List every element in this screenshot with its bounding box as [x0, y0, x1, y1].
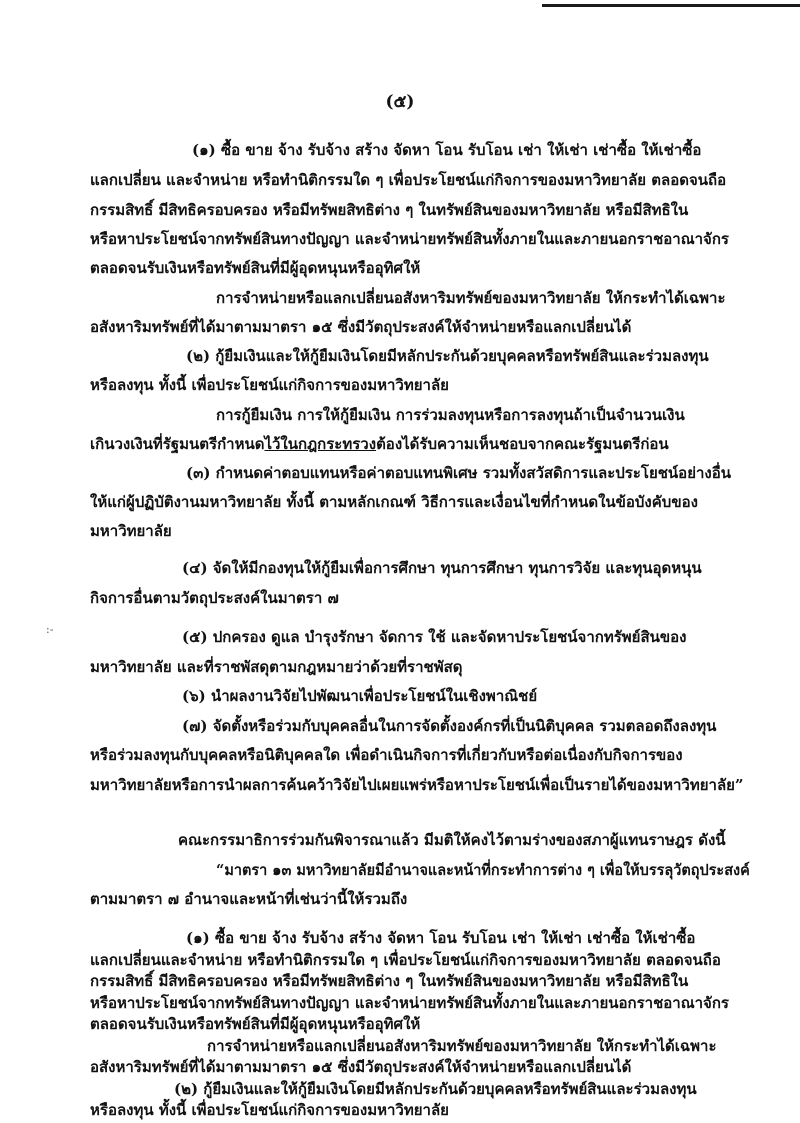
paragraph-line: ตามมาตรา ๗ อำนาจและหน้าที่เช่นว่านี้ให้รวมถึง: [90, 890, 408, 908]
paragraph-line: อสังหาริมทรัพย์ที่ได้มาตามมาตรา ๑๕ ซึ่งมีวัตถุประสงค์ให้จำหน่ายหรือแลกเปลี่ยนได้: [90, 1058, 632, 1076]
paragraph-line: (๔) จัดให้มีกองทุนให้กู้ยืมเพื่อการศึกษา ทุนการศึกษา ทุนการวิจัย และทุนอุดหนุน: [182, 559, 702, 577]
paragraph-line: “มาตรา ๑๓ มหาวิทยาลัยมีอำนาจและหน้าที่กระทำการต่าง ๆ เพื่อให้บรรลุวัตถุประสงค์: [216, 861, 750, 879]
paragraph-line: ตลอดจนรับเงินหรือทรัพย์สินที่มีผู้อุดหนุนหรืออุทิศให้: [90, 259, 421, 277]
paragraph-line: มหาวิทยาลัยหรือการนำผลการค้นคว้าวิจัยไปเผยแพร่หรือหาประโยชน์เพื่อเป็นรายได้ของมหาวิทยาลัย”: [90, 776, 744, 794]
paragraph-line: ตลอดจนรับเงินหรือทรัพย์สินที่มีผู้อุดหนุนหรืออุทิศให้: [90, 1015, 421, 1033]
paragraph-line: (๓) กำหนดค่าตอบแทนหรือค่าตอบแทนพิเศษ รวมทั้งสวัสดิการและประโยชน์อย่างอื่น: [186, 464, 731, 482]
paragraph-line: [90, 434, 669, 454]
paragraph-line: การจำหน่ายหรือแลกเปลี่ยนอสังหาริมทรัพย์ของมหาวิทยาลัย ให้กระทำได้เฉพาะ: [207, 1037, 717, 1055]
paragraph-line: กิจการอื่นตามวัตถุประสงค์ในมาตรา ๗: [90, 589, 339, 607]
paragraph-line: การกู้ยืมเงิน การให้กู้ยืมเงิน การร่วมลงทุนหรือการลงทุนถ้าเป็นจำนวนเงิน: [216, 406, 685, 424]
paragraph-line: (๒) กู้ยืมเงินและให้กู้ยืมเงินโดยมีหลักประกันด้วยบุคคลหรือทรัพย์สินและร่วมลงทุน: [186, 347, 709, 365]
top-rule: [542, 4, 800, 7]
paragraph-line: (๕) ปกครอง ดูแล บำรุงรักษา จัดการ ใช้ และจัดหาประโยชน์จากทรัพย์สินของ: [182, 628, 687, 646]
paragraph-line: แลกเปลี่ยน และจำหน่าย หรือทำนิติกรรมใด ๆ เพื่อประโยชน์แก่กิจการของมหาวิทยาลัย ตลอดจนถือ: [90, 171, 727, 189]
paragraph-line: แลกเปลี่ยนและจำหน่าย หรือทำนิติกรรมใด ๆ เพื่อประโยชน์แก่กิจการของมหาวิทยาลัย ตลอดจนถือ: [90, 951, 721, 969]
paragraph-line: กรรมสิทธิ์ มีสิทธิครอบครอง หรือมีทรัพยสิทธิต่าง ๆ ในทรัพย์สินของมหาวิทยาลัย หรือมีสิทธิใน: [90, 972, 689, 990]
paragraph-line: (๑) ซื้อ ขาย จ้าง รับจ้าง สร้าง จัดหา โอน รับโอน เช่า ให้เช่า เช่าซื้อ ให้เช่าซื้อ: [186, 929, 696, 947]
paragraph-line: กรรมสิทธิ์ มีสิทธิครอบครอง หรือมีทรัพยสิทธิต่าง ๆ ในทรัพย์สินของมหาวิทยาลัย หรือมีสิทธิใน: [90, 201, 689, 219]
paragraph-line: หรือลงทุน ทั้งนี้ เพื่อประโยชน์แก่กิจการของมหาวิทยาลัย: [90, 1101, 449, 1119]
paragraph-line: (๑) ซื้อ ขาย จ้าง รับจ้าง สร้าง จัดหา โอน รับโอน เช่า ให้เช่า เช่าซื้อ ให้เช่าซื้อ: [192, 141, 702, 159]
paragraph-line: หรือหาประโยชน์จากทรัพย์สินทางปัญญา และจำหน่ายทรัพย์สินทั้งภายในและภายนอกราชอาณาจักร: [90, 230, 729, 248]
paragraph-line: มหาวิทยาลัย: [90, 522, 172, 540]
paragraph-line: หรือลงทุน ทั้งนี้ เพื่อประโยชน์แก่กิจการของมหาวิทยาลัย: [90, 376, 449, 394]
paragraph-line: อสังหาริมทรัพย์ที่ได้มาตามมาตรา ๑๕ ซึ่งมีวัตถุประสงค์ให้จำหน่ายหรือแลกเปลี่ยนได้: [90, 318, 632, 336]
page-number: (๕): [385, 92, 415, 112]
paragraph-line: มหาวิทยาลัย และที่ราชพัสดุตามกฎหมายว่าด้วยที่ราชพัสดุ: [90, 658, 463, 676]
paragraph-line: (๗) จัดตั้งหรือร่วมกับบุคคลอื่นในการจัดตั้งองค์กรที่เป็นนิติบุคคล รวมตลอดถึงลงทุน: [182, 717, 717, 735]
paragraph-line: (๒) กู้ยืมเงินและให้กู้ยืมเงินโดยมีหลักประกันด้วยบุคคลหรือทรัพย์สินและร่วมลงทุน: [174, 1080, 697, 1098]
paragraph-line: หรือร่วมลงทุนกับบุคคลหรือนิติบุคคลใด เพื่อดำเนินกิจการที่เกี่ยวกับหรือต่อเนื่องกับกิจการของ: [90, 746, 683, 764]
margin-mark: :-: [46, 623, 54, 636]
line-text-before: เกินวงเงินที่รัฐมนตรีกำหนด: [90, 435, 265, 453]
paragraph-line: (๖) นำผลงานวิจัยไปพัฒนาเพื่อประโยชน์ในเชิงพาณิชย์: [182, 687, 538, 705]
paragraph-line: หรือหาประโยชน์จากทรัพย์สินทางปัญญา และจำหน่ายทรัพย์สินทั้งภายในและภายนอกราชอาณาจักร: [90, 994, 729, 1012]
underlined-phrase: ไว้ในกฎกระทรวง: [264, 435, 377, 453]
paragraph-line: คณะกรรมาธิการร่วมกันพิจารณาแล้ว มีมติให้คงไว้ตามร่างของสภาผู้แทนราษฎร ดังนี้: [178, 831, 726, 849]
paragraph-line: ให้แก่ผู้ปฏิบัติงานมหาวิทยาลัย ทั้งนี้ ตามหลักเกณฑ์ วิธีการและเงื่อนไขที่กำหนดในข้อบังคับของ: [90, 493, 698, 511]
paragraph-line: การจำหน่ายหรือแลกเปลี่ยนอสังหาริมทรัพย์ของมหาวิทยาลัย ให้กระทำได้เฉพาะ: [216, 289, 726, 307]
line-text-after: ต้องได้รับความเห็นชอบจากคณะรัฐมนตรีก่อน: [376, 435, 669, 453]
